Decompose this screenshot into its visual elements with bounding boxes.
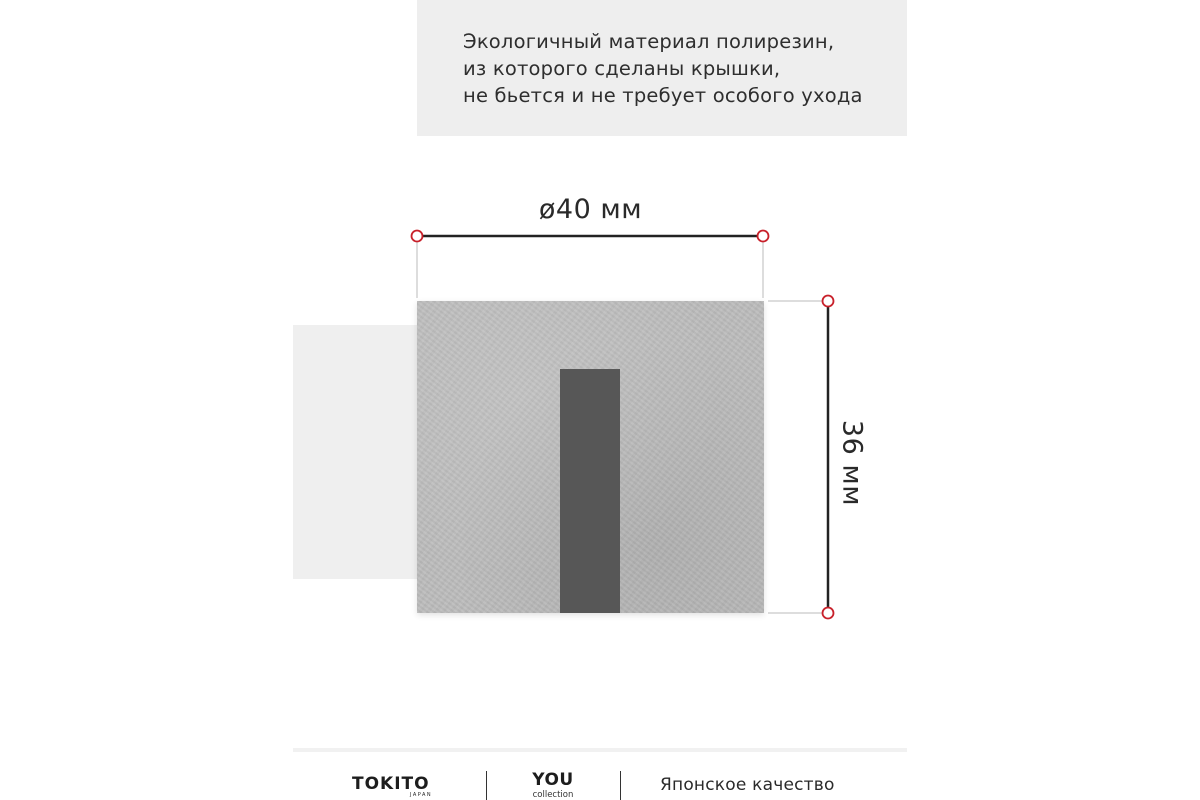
width-marker-left: [412, 231, 423, 242]
caption-line-3: не бьется и не требует особого ухода: [463, 84, 863, 107]
you-collection-logo: [523, 770, 583, 800]
height-dimension-label: 36 мм: [836, 419, 868, 507]
caption-line-2: из которого сделаны крышки,: [463, 57, 781, 80]
footer-separator: [293, 748, 907, 752]
quality-tagline: Японское качество: [660, 775, 835, 795]
caption-text: [463, 28, 903, 109]
footer-divider-1: [486, 771, 487, 800]
height-marker-top: [823, 296, 834, 307]
you-collection-sub: collection: [532, 790, 574, 800]
caption-line-1: Экологичный материал полирезин,: [463, 30, 835, 53]
background-band: [293, 325, 417, 579]
footer-divider-2: [620, 771, 621, 800]
height-marker-bottom: [823, 608, 834, 619]
tokito-logo-sub: JAPAN: [410, 792, 433, 798]
width-dimension-label: ø40 мм: [538, 194, 643, 225]
cap-stripe: [560, 369, 620, 613]
product-cap-image: [417, 301, 764, 613]
tokito-logo-word: TOKITO: [352, 774, 430, 794]
you-collection-title: YOU: [532, 770, 574, 790]
width-marker-right: [758, 231, 769, 242]
tokito-logo: [352, 774, 444, 800]
